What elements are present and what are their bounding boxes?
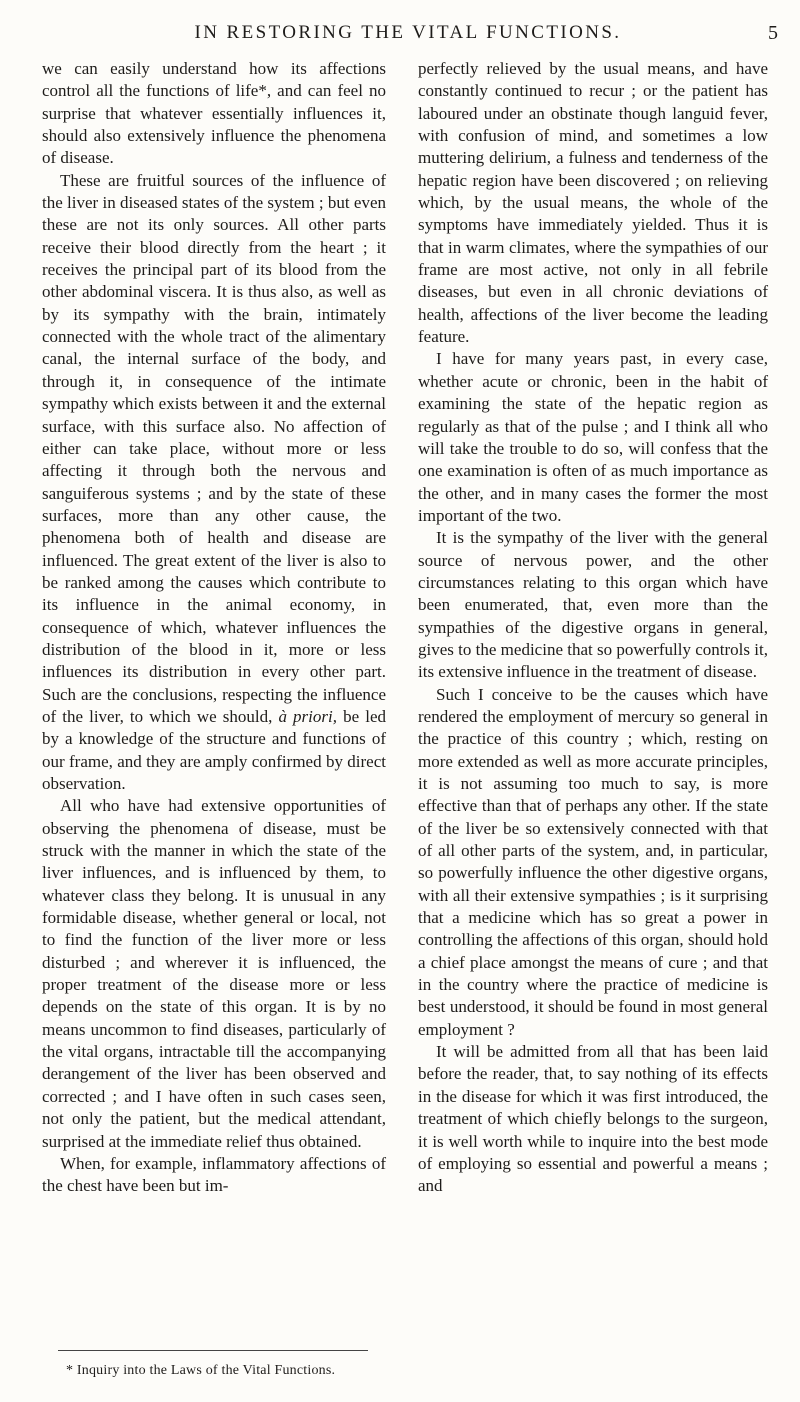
running-head — [58, 22, 778, 52]
paragraph: It will be admitted from all that has been laid before the reader, that, to say nothing of its effects in the disease for which it was first introduced, the treatment of which chiefly belongs to the surgeon, it is well worth while to inquire into the best mode of employing so essential and powerful a means ; and — [418, 1042, 768, 1196]
footnote: * Inquiry into the Laws of the Vital Functions. — [66, 1363, 336, 1378]
paragraph-text: be led by a knowledge of the structure and functions of our frame, and they are amply confirmed by direct observation. — [42, 706, 386, 793]
paragraph: perfectly relieved by the usual means, and have constantly continued to recur ; or the patient has laboured under an obstinate though languid fever, with confusion of mind, and sometimes a low muttering delirium, a fulness and tenderness of the hepatic region have been discovered ; on relieving which, by the usual means, the whole of the symptoms have immediately yielded. Thus it is that in warm climates, where the sympathies of our frame are most active, not only in all febrile diseases, but even in all chronic deviations of health, affections of the liver become the leading feature. — [418, 59, 768, 347]
paragraph: Such I conceive to be the causes which have rendered the employment of mercury so general in the practice of this country ; which, resting on more extended as well as more accurate principles, it is not assuming too much to say, is more effective than that of perhaps any other. If the state of the liver be so extensively connected with that of all other parts of the system, and, in particular, so powerfully influence the other digestive organs, with all their extensive sympathies ; is it surprising that a medicine which has so great a power in controlling the affections of this organ, should hold a chief place amongst the means of cure ; and that in the country where the practice of medicine is best understood, it should be found in most general employment ? — [418, 684, 768, 1039]
paragraph: I have for many years past, in every case, whether acute or chronic, been in the habit of examining the state of the hepatic region as regularly as that of the pulse ; and I think all who will take the trouble to do so, will confess that the one examination is often of as much importance as the other, and in many cases the former the most important of the two. — [418, 349, 768, 525]
paragraph-text: These are fruitful sources of the influence of the liver in diseased states of the system ; but even these are not its only sources. All other parts receive their blood directly from the heart ; it receives the principal part of its blood from the other abdominal viscera. It is thus also, as well as by its sympathy with the brain, intimately connected with the whole tract of the alimentary canal, the internal surface of the body, and through it, in consequence of the intimate sympathy which exists between it and the external surface, with this surface also. No affection of either can take place, without more or less affecting it through both the nervous and sanguiferous systems ; and by the state of these surfaces, more than any other cause, the phenomena both of health and disease are influenced. The great extent of the liver is also to be ranked among the causes which contribute to its influence in the animal economy, in consequence of which, whatever influences the distribution of the blood in it, more or less influences its distribution in every other part. Such are the conclusions, respecting the influence of the liver, to which we should, — [42, 170, 386, 726]
paragraph: It is the sympathy of the liver with the general source of nervous power, and the other circumstances relating to this organ which have been enumerated, that, even more than the sympathies of the digestive organs in general, gives to the medicine that so powerfully controls it, its extensive influence in the treatment of disease. — [418, 528, 768, 682]
running-title: IN RESTORING THE VITAL FUNCTIONS. — [194, 22, 622, 43]
page-number: 5 — [768, 22, 778, 44]
paragraph: we can easily understand how its affections control all the functions of life*, and can feel no surprise that whatever essentially influences it, should also extensively influence the phenomena of disease. — [42, 59, 386, 168]
paragraph: All who have had extensive opportunities of observing the phenomena of disease, must be struck with the manner in which the state of the liver influences, and is influenced by them, to whatever class they belong. It is unusual in any formidable disease, whether general or local, not to find the function of the liver more or less disturbed ; and wherever it is influenced, the proper treatment of the disease more or less depends on the state of this organ. It is by no means uncommon to find diseases, particularly of the vital organs, intractable till the accompanying derangement of the liver has been observed and corrected ; and I have often in such cases seen, not only the patient, but the medical attendant, surprised at the immediate relief thus obtained. — [42, 796, 386, 1151]
italic-phrase: à priori, — [278, 706, 337, 726]
paragraph — [42, 170, 386, 796]
left-column — [42, 58, 386, 1198]
right-column — [418, 58, 768, 1198]
paragraph: When, for example, inflammatory affections of the chest have been but im- — [42, 1153, 386, 1196]
footnote-divider — [58, 1350, 368, 1351]
